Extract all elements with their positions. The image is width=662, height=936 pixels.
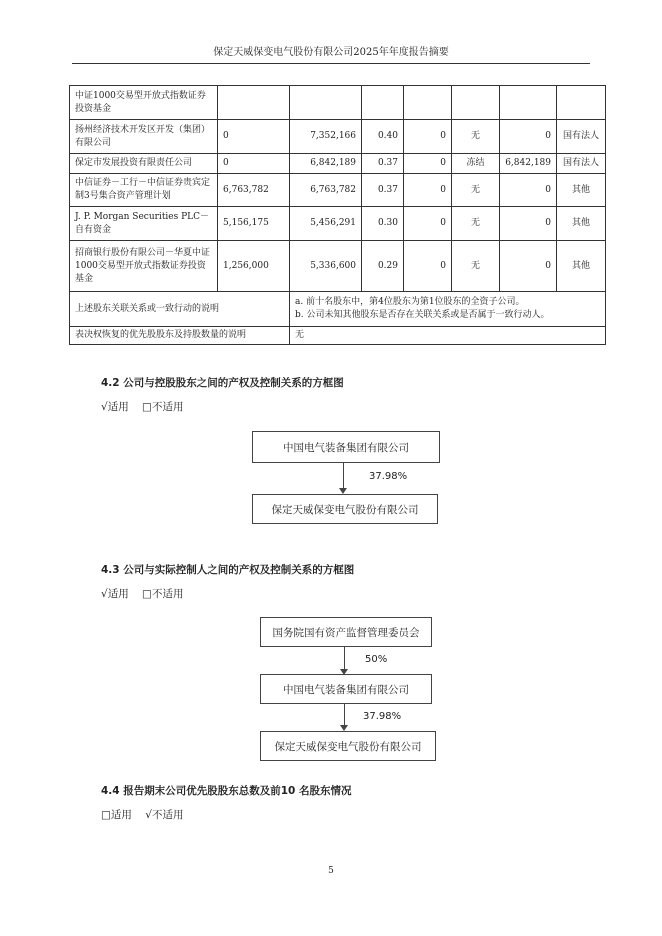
pledge-status: 无 [452, 241, 500, 292]
shareholders-table [69, 85, 606, 345]
applicable-option: √适用 [101, 588, 129, 600]
shares-after: 6,763,782 [290, 174, 362, 207]
voting-value: 无 [290, 327, 606, 345]
section-4-3-title: 4.3 公司与实际控制人之间的产权及控制关系的方框图 [101, 564, 355, 576]
cell-empty [362, 86, 404, 120]
shares-after: 5,456,291 [290, 207, 362, 241]
holder-name: J. P. Morgan Securities PLC－自有资金 [70, 207, 218, 241]
restricted-shares: 0 [404, 207, 452, 241]
pledge-qty: 0 [500, 174, 557, 207]
holder-name: 中信证券－工行－中信证券贵宾定制3号集合资产管理计划 [70, 174, 218, 207]
table-row-relations [70, 292, 606, 327]
holder-name: 扬州经济技术开发区开发（集团）有限公司 [70, 120, 218, 154]
box-label: 保定天威保变电气股份有限公司 [274, 740, 422, 753]
not-applicable-option: □不适用 [142, 588, 184, 600]
share-ratio: 0.37 [362, 154, 404, 174]
relation-description [290, 292, 606, 327]
section-4-2-title: 4.2 公司与控股股东之间的产权及控制关系的方框图 [101, 377, 344, 389]
shares-before: 0 [218, 120, 290, 154]
applicable-option: □适用 [101, 809, 132, 821]
relation-label: 上述股东关联关系或一致行动的说明 [70, 292, 290, 327]
ownership-arrow [344, 704, 345, 725]
not-applicable-option: √不适用 [145, 809, 184, 821]
table-row [70, 207, 606, 241]
box-company [260, 731, 436, 761]
pledge-qty: 0 [500, 241, 557, 292]
ownership-percent: 50% [365, 654, 388, 665]
ownership-arrow [344, 647, 345, 669]
share-ratio: 0.37 [362, 174, 404, 207]
ownership-percent: 37.98% [363, 711, 402, 722]
pledge-qty: 6,842,189 [500, 154, 557, 174]
restricted-shares: 0 [404, 241, 452, 292]
box-label: 中国电气装备集团有限公司 [283, 683, 409, 696]
page-header [72, 46, 590, 64]
voting-label: 表决权恢复的优先股股东及持股数量的说明 [70, 327, 290, 345]
holder-name: 保定市发展投资有限责任公司 [70, 154, 218, 174]
shares-after: 7,352,166 [290, 120, 362, 154]
holder-nature: 其他 [557, 174, 606, 207]
holder-nature: 其他 [557, 241, 606, 292]
page-number: 5 [328, 866, 334, 876]
ownership-arrow [343, 463, 344, 488]
not-applicable-option: □不适用 [142, 401, 184, 413]
section-4-3-applicability [101, 587, 193, 601]
shares-before: 6,763,782 [218, 174, 290, 207]
cell-empty [557, 86, 606, 120]
applicable-option: √适用 [101, 401, 129, 413]
cell-empty [500, 86, 557, 120]
relation-line-b: b. 公司未知其他股东是否存在关联关系或是否属于一致行动人。 [295, 310, 550, 320]
table-row [70, 174, 606, 207]
shares-after: 6,842,189 [290, 154, 362, 174]
section-4-4-title: 4.4 报告期末公司优先股股东总数及前10 名股东情况 [101, 785, 352, 797]
table-row [70, 120, 606, 154]
pledge-status: 冻结 [452, 154, 500, 174]
cell-empty [218, 86, 290, 120]
header-title: 保定天威保变电气股份有限公司2025年年度报告摘要 [213, 47, 449, 58]
box-label: 保定天威保变电气股份有限公司 [271, 503, 419, 516]
pledge-qty: 0 [500, 207, 557, 241]
cell-empty [290, 86, 362, 120]
share-ratio: 0.29 [362, 241, 404, 292]
holder-name: 招商银行股份有限公司－华夏中证1000交易型开放式指数证券投资基金 [70, 241, 218, 292]
shares-before: 5,156,175 [218, 207, 290, 241]
table-row [70, 241, 606, 292]
holder-nature: 国有法人 [557, 120, 606, 154]
pledge-status: 无 [452, 207, 500, 241]
pledge-qty: 0 [500, 120, 557, 154]
shares-after: 5,336,600 [290, 241, 362, 292]
restricted-shares: 0 [404, 154, 452, 174]
pledge-status: 无 [452, 120, 500, 154]
box-sasac [260, 617, 432, 647]
box-label: 中国电气装备集团有限公司 [283, 441, 409, 454]
box-parent-group [260, 674, 432, 704]
section-4-4-applicability [101, 808, 193, 822]
shares-before: 1,256,000 [218, 241, 290, 292]
holder-nature: 国有法人 [557, 154, 606, 174]
share-ratio: 0.40 [362, 120, 404, 154]
box-label: 国务院国有资产监督管理委员会 [272, 626, 420, 639]
holder-name: 中证1000交易型开放式指数证券投资基金 [70, 86, 218, 120]
table-row [70, 154, 606, 174]
section-4-2-applicability [101, 400, 193, 414]
relation-line-a: a. 前十名股东中，第4位股东为第1位股东的全资子公司。 [295, 297, 525, 307]
shares-before: 0 [218, 154, 290, 174]
share-ratio: 0.30 [362, 207, 404, 241]
box-parent-group [252, 431, 440, 463]
restricted-shares: 0 [404, 174, 452, 207]
restricted-shares: 0 [404, 120, 452, 154]
table-row [70, 86, 606, 120]
box-company [252, 494, 438, 524]
holder-nature: 其他 [557, 207, 606, 241]
ownership-percent: 37.98% [369, 471, 408, 482]
table-row-voting [70, 327, 606, 345]
pledge-status: 无 [452, 174, 500, 207]
cell-empty [452, 86, 500, 120]
cell-empty [404, 86, 452, 120]
